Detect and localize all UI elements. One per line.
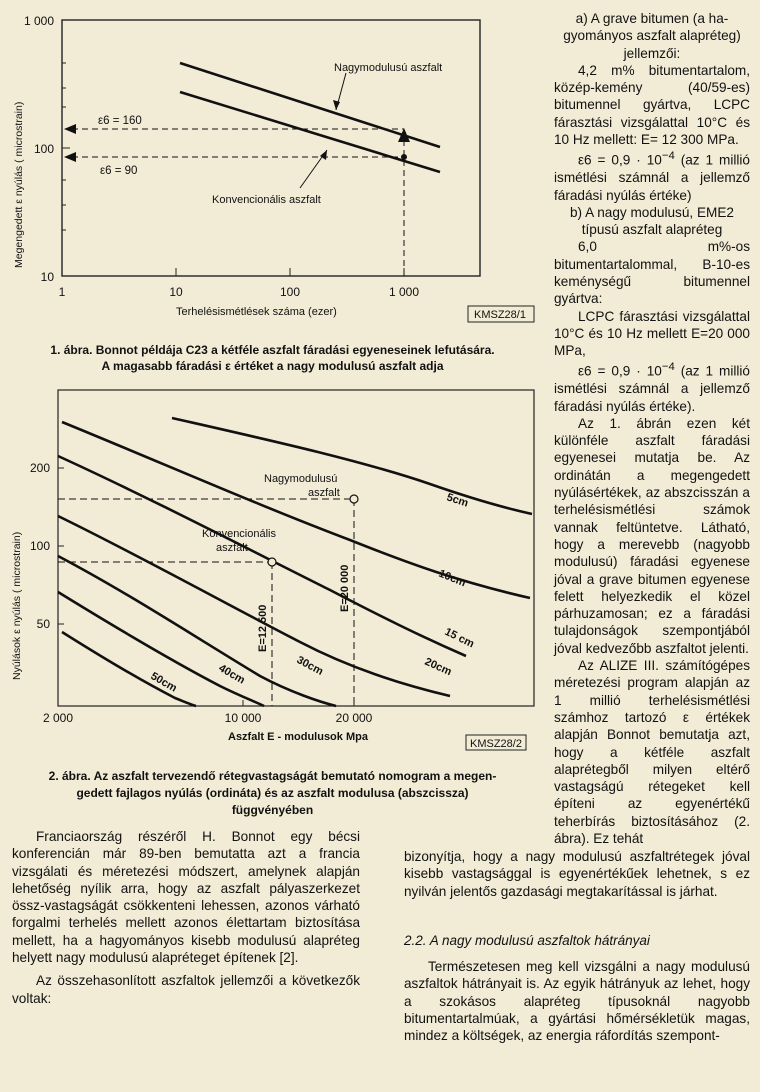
fig2-label-15cm: 15 cm [442,625,476,651]
section-2-2-text: Természetesen meg kell vizsgálni a nagy modulusú aszfaltok hátrányait is. Az egyik hátrányuk az lehet, hogy a szokásos alapréteg típusoknál nagyobb bitumentartalmúak, a gyártási hőmérsékletük magas, mindez a költségek, az energia ráfordítás szempont- [404,959,750,1044]
fig2-caption-line-2: gedett fajlagos nyúlás (ordináta) és az aszfalt modulusa (abszcissza) [76,786,469,800]
fig2-curve-20cm [58,516,450,696]
fig1-x-tick-1: 1 [58,285,66,299]
fig2-x-tick-20000: 20 000 [335,711,373,725]
paragraph-figure-1: Az 1. ábrán ezen két különféle aszfalt fáradási egyenesei mutatja be. Az ordinátán a megengedett nyúlásértékek, az abszcisszán a terhelésismétlési számok vannak feltüntetve. Látható, hogy a merevebb (nagyobb modulusú) fáradási egyenese jóval a grave bitumen egyenese felett helyezkedik el közel párhuzamosan; ez a fáradási tulajdonságok szempontjából jóval kedvezőbb aszfaltot jelenti. [554,415,750,656]
fig1-y-axis-label: Megengedett ε nyúlás ( microstrain) [13,101,25,268]
figure-2-nomogram [0,380,545,760]
fig2-e-right: E=20 000 [339,564,351,612]
paragraph-continuation: bizonyítja, hogy a nagy modulusú aszfaltrétegek jóval kisebb vastagsággal is egyenértékűek lehetnek, s ez nyilván jelentős gazdasági megtakarítással is járhat. [404,849,750,899]
fig2-point-konvencionalis [268,558,276,566]
bottom-right-text [404,848,750,900]
fig1-label-konvencionalis: Konvencionális aszfalt [212,194,321,206]
fig2-caption [0,768,545,819]
fig2-label-nagy-2: aszfalt [308,487,340,499]
fig2-code: KMSZ28/2 [470,738,522,750]
fig1-label-nagymodulusu: Nagymodulusú aszfalt [334,62,443,74]
paragraph-comparison: Az összehasonlított aszfaltok jellemzői a következők voltak: [12,973,360,1006]
right-column [554,10,750,847]
fig1-y-tick-1000: 1 000 [23,14,54,28]
fig2-caption-line-1: 2. ábra. Az aszfalt tervezendő rétegvastagságát bemutató nomogram a megen- [48,769,497,783]
fig2-point-nagymodulusu [350,495,358,503]
section-a-epsilon: $\varepsilon 6 = 0,9 \cdot 10^{-4}$ (az 1 millió ismétlési számnál a jellemző fáradási nyúlás értéke) [554,150,750,203]
fig2-curve-30cm [58,556,336,706]
fig2-y-tick-200: 200 [29,461,50,475]
section-2-2-heading: 2.2. A nagy modulusú aszfaltok hátrányai [404,933,650,948]
fig2-label-20cm: 20cm [422,655,454,679]
fig2-y-tick-100: 100 [29,539,50,553]
fig1-arrow-left-upper [64,124,76,134]
fig1-eps-lower: ε6 = 90 [100,165,138,177]
fig2-label-konv-1: Konvencionális [202,528,276,540]
fig2-x-tick-10000: 10 000 [224,711,262,725]
section-b-text-2: LCPC fárasztási vizsgálattal 10°C és 10 Hz mellett E=20 000 MPa, [554,308,750,359]
bottom-left-text [12,828,360,1007]
fig1-y-tick-100: 100 [33,142,54,156]
paragraph-bonnot: Franciaország részéről H. Bonnot egy bécsi konferencián már 89-ben bemutatta azt a francia vizsgálati és méretezési módszert, amelynek alapján lehetőség nyílik arra, hogy az aszfalt pályaszerkezet össz-vastagságát csökkenteni lehessen, azonos várható forgalmi terhelés mellett azonos élettartam biztosítása mellett, ha a hagyományos kisebb modulusú alapréteg helyett nagy modulusú alapréteget építenek [2]. [12,829,360,966]
fig2-label-50cm: 50cm [148,670,179,695]
fig2-x-axis-label: Aszfalt E - modulusok Mpa [228,731,368,743]
fig1-code: KMSZ28/1 [474,309,526,321]
fig1-caption-line-2: A magasabb fáradási ε értéket a nagy modulusú aszfalt adja [101,359,444,373]
fig2-caption-line-3: függvényében [231,803,314,817]
fig2-label-10cm: 10cm [436,567,468,590]
section-b-epsilon: $\varepsilon 6 = 0,9 \cdot 10^{-4}$ (az 1 millió ismétlési számnál a jellemző fáradási nyúlás értéke). [554,361,750,414]
fig1-x-tick-1000: 1 000 [388,285,420,299]
paragraph-alize: Az ALIZE III. számítógépes méretezési program alapján az 1 millió terhelésismétlési számhoz tartozó ε értékek alapján Bonnot bemutatja azt, hogy a kétféle aszfalt alaprétegből milyen eltérő vastagságú rétegeket kell építeni az egyenértékű teherbírás biztosításához (2. ábra). Ez tehát [554,658,750,847]
fig1-x-tick-10: 10 [169,285,183,299]
fig2-x-tick-2000: 2 000 [42,711,74,725]
fig2-y-axis-label: Nyúlások ε nyúlás ( microstrain) [11,531,23,680]
section-a-text: 4,2 m% bitumentartalom, közép-kemény (40/59-es) bitumennel gyártva, LCPC fárasztási vizsgálattal 10°C és 10 Hz mellett: E= 12 300 MPa. [554,62,750,148]
section-b-heading: b) A nagy modulusú, EME2 típusú aszfalt alapréteg [570,204,734,238]
fig2-label-5cm: 5cm [445,491,470,510]
fig1-y-tick-10: 10 [40,270,54,284]
fig2-label-40cm: 40cm [216,662,247,687]
fig2-label-nagy-1: Nagymodulusú [264,473,338,485]
fig1-caption [0,342,545,374]
figure-1-fatigue-chart [0,0,545,330]
fig2-curve-50cm [62,632,196,706]
fig1-eps-upper: ε6 = 160 [98,115,142,127]
fig1-caption-line-1: 1. ábra. Bonnot példája C23 a kétféle aszfalt fáradási egyeneseinek lefutására. [50,343,495,357]
fig1-arrow-left-lower [64,152,76,162]
section-b-text-1: 6,0 m%-os bitumentartalommal, B-10-es keménységű bitumennel gyártva: [554,239,750,307]
fig2-y-tick-50: 50 [36,617,50,631]
fig2-e-left: E=12 500 [257,604,269,652]
section-a-heading: a) A grave bitumen (a ha- gyományos aszfalt alapréteg) jellemzői: [563,11,741,61]
fig2-label-30cm: 30cm [294,654,326,678]
fig1-x-tick-100: 100 [279,285,301,299]
fig2-label-konv-2: aszfalt [216,542,248,554]
fig1-x-axis-label: Terhelésismétlések száma (ezer) [176,306,337,318]
fig1-point-lower [401,154,407,160]
